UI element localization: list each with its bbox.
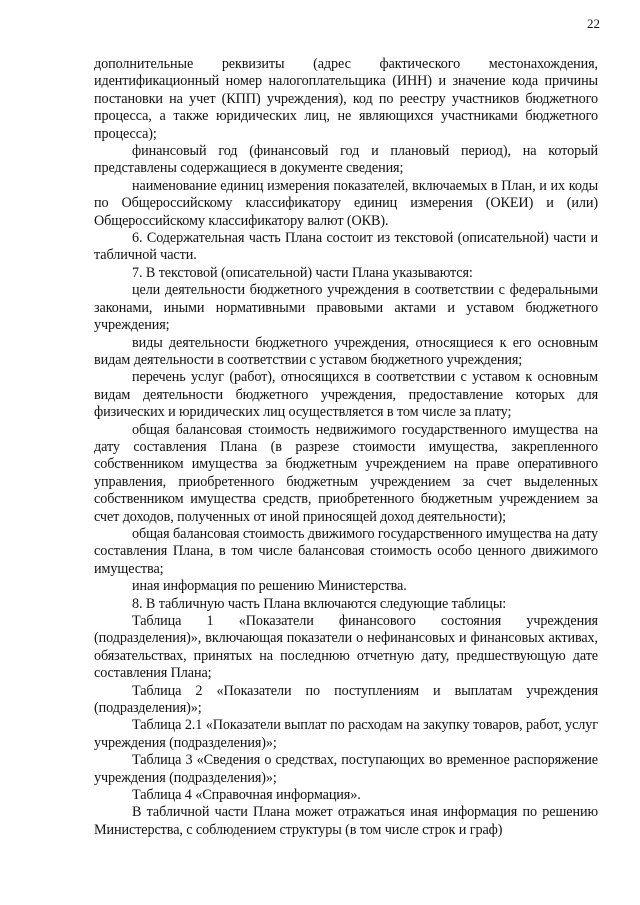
paragraph-activities: виды деятельности бюджетного учреждения, относящиеся к его основным видам деятельности в соответствии с уставом бюджетного учреждения; xyxy=(94,334,598,368)
paragraph-goals: цели деятельности бюджетного учреждения в соответствии с федеральными законами, иными нормативными правовыми актами и уставом бюджетного учреждения; xyxy=(94,282,598,334)
paragraph-services: перечень услуг (работ), относящихся в соответствии с уставом к основным видам деятельности бюджетного учреждения, предоставление которых для физических и юридических лиц осуществляется в том числе за плату; xyxy=(94,369,598,421)
paragraph-table-3: Таблица 3 «Сведения о средствах, поступающих во временное распоряжение учреждения (подразделения)»; xyxy=(94,752,598,786)
paragraph-movable-property-value: общая балансовая стоимость движимого государственного имущества на дату составления Плана, в том числе балансовая стоимость особо ценного движимого имущества; xyxy=(94,525,598,577)
paragraph-table-2: Таблица 2 «Показатели по поступлениям и выплатам учреждения (подразделения)»; xyxy=(94,682,598,717)
paragraph-item-8: 8. В табличную часть Плана включаются следующие таблицы: xyxy=(132,595,507,612)
paragraph-details: дополнительные реквизиты (адрес фактического местонахождения, идентификационный номер налогоплательщика (ИНН) и значение кода причины постановки на учет (КПП) учреждения), код по реестру участников бюджетного процесса, а также юридических лиц, не являющихся участниками бюджетного процесса); xyxy=(94,56,598,142)
paragraph-item-7: 7. В текстовой (описательной) части Плана указываются: xyxy=(132,264,473,281)
paragraph-table-4: Таблица 4 «Справочная информация». xyxy=(132,787,361,804)
paragraph-real-estate-value: общая балансовая стоимость недвижимого государственного имущества на дату составления Плана (в разрезе стоимости имущества, закрепленного собственником имущества за бюджетным учреждением на праве оперативного управления, приобретенного бюджетным учреждением за счет выделенных собственником имущества средств, приобретенного бюджетным учреждением за счет доходов, полученных от иной приносящей доход деятельности); xyxy=(94,421,598,525)
paragraph-other-info: иная информация по решению Министерства. xyxy=(132,578,407,595)
paragraph-fiscal-year: финансовый год (финансовый год и плановый период), на который представлены содержащиеся в документе сведения; xyxy=(94,143,598,177)
document-body xyxy=(94,56,598,839)
paragraph-item-6: 6. Содержательная часть Плана состоит из текстовой (описательной) части и табличной части. xyxy=(94,230,598,264)
paragraph-other-table-info: В табличной части Плана может отражаться иная информация по решению Министерства, с соблюдением структуры (в том числе строк и граф) xyxy=(94,804,598,838)
paragraph-units: наименование единиц измерения показателей, включаемых в План, и их коды по Общероссийскому классификатору единиц измерения (ОКЕИ) и (или) Общероссийскому классификатору валют (ОКВ). xyxy=(94,177,598,229)
page-number: 22 xyxy=(587,16,600,31)
paragraph-table-1: Таблица 1 «Показатели финансового состояния учреждения (подразделения)», включающая показатели о нефинансовых и финансовых активах, обязательствах, принятых на последнюю отчетную дату, предшествующую дате составления Плана; xyxy=(94,613,598,682)
paragraph-table-2-1: Таблица 2.1 «Показатели выплат по расходам на закупку товаров, работ, услуг учреждения (подразделения)»; xyxy=(94,717,598,751)
